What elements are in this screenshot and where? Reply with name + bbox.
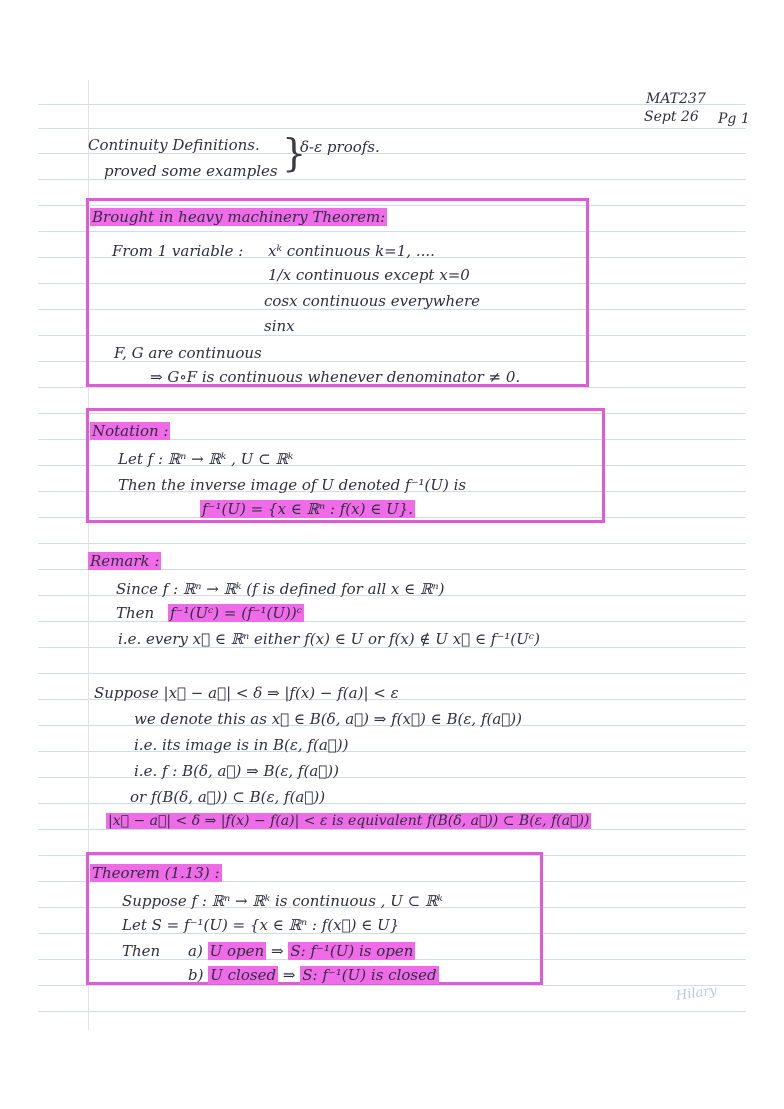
course-code: MAT237 [646,91,706,107]
box1-from-label: From 1 variable : [112,242,244,260]
ruled-line [38,985,746,986]
intro-brace-note: δ-ε proofs. [300,138,380,156]
box1-row3: cosx continuous everywhere [264,292,481,310]
remark-line-1: Since f : ℝⁿ → ℝᵏ (f is defined for all x ∈ ℝⁿ) [116,580,445,598]
suppose-line-3: i.e. its image is in B(ε, f(a⃗)) [134,736,349,754]
theorem-part-b: b) U closed ⇒ S: f⁻¹(U) is closed [188,966,437,984]
ruled-line [38,673,746,674]
page-number: Pg 1 [718,111,750,127]
notation-line-3: f⁻¹(U) = {x ∈ ℝⁿ : f(x) ∈ U}. [202,500,414,518]
author-signature: Hilary [675,983,718,1004]
box1-row4: sinx [264,317,295,335]
lecture-date: Sept 26 [644,109,699,125]
box1-row1: xᵏ continuous k=1, .... [268,242,435,260]
intro-line-2: proved some examples [104,162,278,180]
ruled-line [38,543,746,544]
suppose-line-1: Suppose |x⃗ − a⃗| < δ ⇒ |f(x) − f(a)| < ε [94,684,399,702]
suppose-equivalence: |x⃗ − a⃗| < δ ⇒ |f(x) − f(a)| < ε is equivalent f(B(δ, a⃗)) ⊂ B(ε, f(a⃗)) [108,813,590,829]
suppose-line-4: i.e. f : B(δ, a⃗) ⇒ B(ε, f(a⃗)) [134,762,339,780]
remark-line-3: i.e. every x⃗ ∈ ℝⁿ either f(x) ∈ U or f(x) ∉ U x⃗ ∈ f⁻¹(Uᶜ) [118,630,540,648]
notation-line-1: Let f : ℝⁿ → ℝᵏ , U ⊂ ℝᵏ [118,450,294,468]
theorem-line-2: Let S = f⁻¹(U) = {x ∈ ℝⁿ : f(x⃗) ∈ U} [122,916,400,934]
notation-line-2: Then the inverse image of U denoted f⁻¹(U) is [118,476,467,494]
theorem-part-a: a) U open ⇒ S: f⁻¹(U) is open [188,942,414,960]
right-brace: } [282,131,307,175]
remark-heading: Remark : [90,552,160,570]
ruled-line [38,387,746,388]
suppose-line-2: we denote this as x⃗ ∈ B(δ, a⃗) ⇒ f(x⃗) ∈ B(ε, f(a⃗)) [134,710,523,728]
intro-line-1: Continuity Definitions. [88,136,260,154]
ruled-line [38,1011,746,1012]
suppose-line-5: or f(B(δ, a⃗)) ⊂ B(ε, f(a⃗)) [130,788,326,806]
theorem-then-label: Then [122,942,161,960]
box1-conclusion: ⇒ G∘F is continuous whenever denominator ≠ 0. [150,368,521,386]
box1-row2: 1/x continuous except x=0 [268,266,470,284]
box1-fg-line: F, G are continuous [114,344,262,362]
ruled-line [38,128,746,129]
theorem-line-1: Suppose f : ℝⁿ → ℝᵏ is continuous , U ⊂ ℝᵏ [122,892,443,910]
heavy-machinery-heading: Brought in heavy machinery Theorem: [92,208,386,226]
theorem-heading: Theorem (1.13) : [92,864,220,882]
ruled-line [38,104,746,105]
remark-complement-identity: f⁻¹(Uᶜ) = (f⁻¹(U))ᶜ [170,604,303,622]
remark-then-label: Then [116,604,155,622]
notation-heading: Notation : [92,422,169,440]
